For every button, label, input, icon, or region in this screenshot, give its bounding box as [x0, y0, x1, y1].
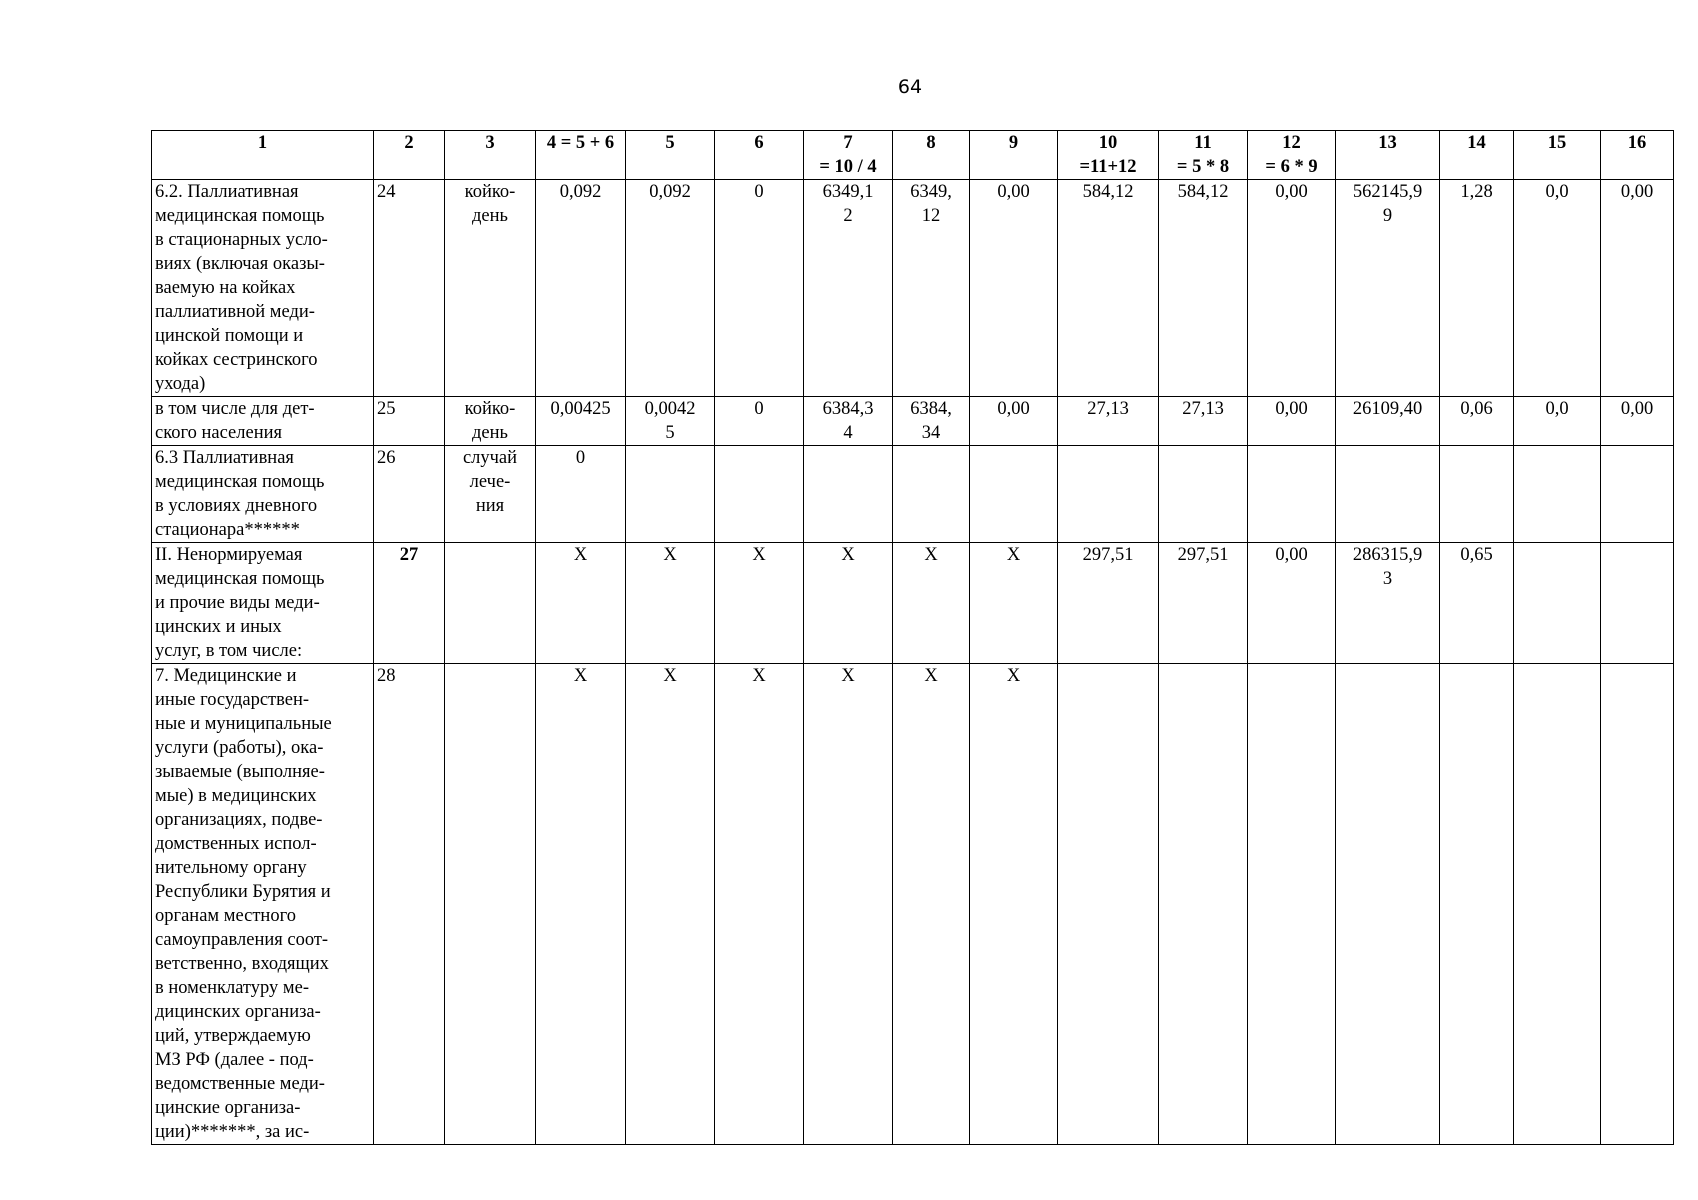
value-cell-16: 0,00 [1601, 180, 1674, 397]
value-cell-5: 0,0042 5 [626, 397, 715, 446]
column-header-5: 5 [626, 131, 715, 180]
value-cell-15: 0,0 [1514, 180, 1601, 397]
value-cell-11: 297,51 [1159, 543, 1248, 664]
value-cell-10: 584,12 [1058, 180, 1159, 397]
value-cell-4: 0 [536, 446, 626, 543]
value-cell-15 [1514, 664, 1601, 1145]
value-cell-8 [893, 446, 970, 543]
column-header-13: 13 [1336, 131, 1440, 180]
row-code-cell: 26 [374, 446, 445, 543]
row-code-cell: 24 [374, 180, 445, 397]
value-cell-10 [1058, 664, 1159, 1145]
value-cell-9: 0,00 [970, 397, 1058, 446]
value-cell-5: X [626, 543, 715, 664]
column-header-8: 8 [893, 131, 970, 180]
header-row [152, 131, 1674, 180]
table-row [152, 397, 1674, 446]
column-header-14: 14 [1440, 131, 1514, 180]
value-cell-10: 297,51 [1058, 543, 1159, 664]
column-header-9: 9 [970, 131, 1058, 180]
value-cell-15 [1514, 543, 1601, 664]
value-cell-6: 0 [715, 180, 804, 397]
value-cell-6: 0 [715, 397, 804, 446]
row-unit-cell: койко- день [445, 397, 536, 446]
column-header-12: 12 = 6 * 9 [1248, 131, 1336, 180]
value-cell-4: X [536, 664, 626, 1145]
value-cell-7: X [804, 664, 893, 1145]
document-table [151, 130, 1674, 1145]
row-name-cell: 6.2. Паллиативная медицинская помощь в стационарных усло- виях (включая оказы- ваемую на койках паллиативной меди- цинской помощи и койках сестринского ухода) [152, 180, 374, 397]
row-unit-cell: койко- день [445, 180, 536, 397]
row-name-cell: 6.3 Паллиативная медицинская помощь в условиях дневного стационара****** [152, 446, 374, 543]
column-header-11: 11 = 5 * 8 [1159, 131, 1248, 180]
value-cell-14 [1440, 446, 1514, 543]
value-cell-14 [1440, 664, 1514, 1145]
table-row [152, 180, 1674, 397]
table-row [152, 664, 1674, 1145]
value-cell-7: 6384,3 4 [804, 397, 893, 446]
value-cell-8: X [893, 664, 970, 1145]
value-cell-7: 6349,1 2 [804, 180, 893, 397]
value-cell-14: 0,06 [1440, 397, 1514, 446]
value-cell-12: 0,00 [1248, 397, 1336, 446]
value-cell-9: X [970, 543, 1058, 664]
value-cell-9: 0,00 [970, 180, 1058, 397]
column-header-6: 6 [715, 131, 804, 180]
value-cell-13: 26109,40 [1336, 397, 1440, 446]
column-header-10: 10 =11+12 [1058, 131, 1159, 180]
value-cell-12 [1248, 664, 1336, 1145]
value-cell-5: 0,092 [626, 180, 715, 397]
value-cell-5: X [626, 664, 715, 1145]
column-header-7: 7 = 10 / 4 [804, 131, 893, 180]
value-cell-8: X [893, 543, 970, 664]
column-header-2: 2 [374, 131, 445, 180]
row-unit-cell [445, 543, 536, 664]
value-cell-16 [1601, 664, 1674, 1145]
column-header-1: 1 [152, 131, 374, 180]
value-cell-13: 286315,9 3 [1336, 543, 1440, 664]
table-row [152, 446, 1674, 543]
value-cell-11 [1159, 446, 1248, 543]
row-unit-cell [445, 664, 536, 1145]
value-cell-11 [1159, 664, 1248, 1145]
value-cell-11: 584,12 [1159, 180, 1248, 397]
value-cell-13 [1336, 664, 1440, 1145]
value-cell-7: X [804, 543, 893, 664]
row-name-cell: II. Ненормируемая медицинская помощь и прочие виды меди- цинских и иных услуг, в том числе: [152, 543, 374, 664]
value-cell-13 [1336, 446, 1440, 543]
value-cell-16 [1601, 446, 1674, 543]
value-cell-15 [1514, 446, 1601, 543]
value-cell-16 [1601, 543, 1674, 664]
value-cell-6 [715, 446, 804, 543]
value-cell-8: 6384, 34 [893, 397, 970, 446]
column-header-16: 16 [1601, 131, 1674, 180]
value-cell-5 [626, 446, 715, 543]
row-code-cell: 28 [374, 664, 445, 1145]
value-cell-12: 0,00 [1248, 543, 1336, 664]
value-cell-6: X [715, 543, 804, 664]
value-cell-7 [804, 446, 893, 543]
value-cell-10: 27,13 [1058, 397, 1159, 446]
value-cell-4: X [536, 543, 626, 664]
column-header-4: 4 = 5 + 6 [536, 131, 626, 180]
value-cell-9: X [970, 664, 1058, 1145]
value-cell-12: 0,00 [1248, 180, 1336, 397]
table-row [152, 543, 1674, 664]
row-name-cell: 7. Медицинские и иные государствен- ные и муниципальные услуги (работы), ока- зываемые (выполняе- мые) в медицинских организациях, подве- домственных испол- нительному органу Республики Бурятия и органам местного самоуправления соот- ветственно, входящих в номенклатуру ме- дицинских организа- ций, утверждаемую МЗ РФ (далее - под- ведомственные меди- цинские организа- ции)*******, за ис- [152, 664, 374, 1145]
value-cell-15: 0,0 [1514, 397, 1601, 446]
value-cell-12 [1248, 446, 1336, 543]
row-code-cell: 25 [374, 397, 445, 446]
column-header-15: 15 [1514, 131, 1601, 180]
value-cell-9 [970, 446, 1058, 543]
value-cell-8: 6349, 12 [893, 180, 970, 397]
value-cell-14: 1,28 [1440, 180, 1514, 397]
table-body [152, 180, 1674, 1145]
value-cell-10 [1058, 446, 1159, 543]
value-cell-4: 0,092 [536, 180, 626, 397]
value-cell-11: 27,13 [1159, 397, 1248, 446]
page-number: 64 [897, 76, 923, 98]
value-cell-16: 0,00 [1601, 397, 1674, 446]
value-cell-4: 0,00425 [536, 397, 626, 446]
row-unit-cell: случай лече- ния [445, 446, 536, 543]
row-code-cell: 27 [374, 543, 445, 664]
value-cell-13: 562145,9 9 [1336, 180, 1440, 397]
column-header-3: 3 [445, 131, 536, 180]
value-cell-6: X [715, 664, 804, 1145]
row-name-cell: в том числе для дет- ского населения [152, 397, 374, 446]
value-cell-14: 0,65 [1440, 543, 1514, 664]
